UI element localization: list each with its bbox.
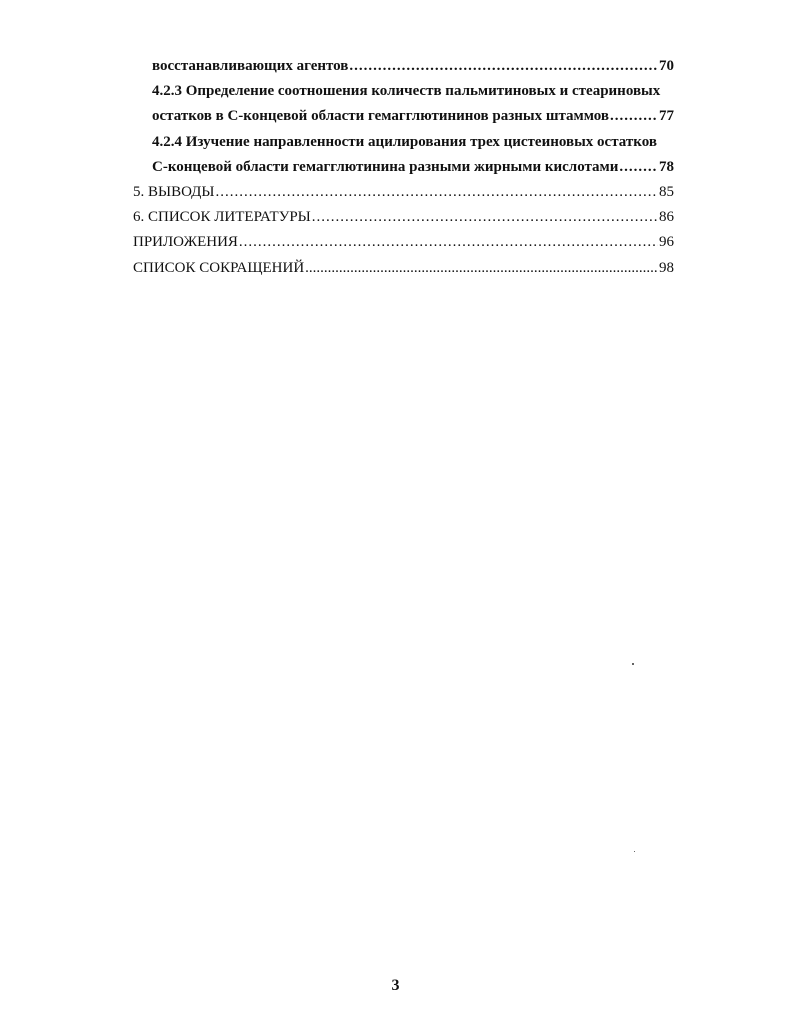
toc-leader-dots [305,259,658,277]
toc-leader-dots [349,57,658,75]
scan-speck [632,663,634,665]
toc-leader-dots [239,233,658,251]
toc-entry-reducing-agents [152,57,674,75]
toc-leader-dots [610,107,658,125]
toc-entry-text: 5. ВЫВОДЫ [133,184,215,200]
toc-entry-4-2-4-line2 [152,158,674,176]
toc-entry-abbreviations [133,259,674,277]
scan-speck [634,851,635,852]
toc-leader-dots [619,158,658,176]
toc-page-number: 98 [659,260,674,276]
toc-page-number: 70 [659,58,674,74]
toc-leader-dots [312,208,658,226]
toc-page-number: 85 [659,184,674,200]
toc-entry-text: ПРИЛОЖЕНИЯ [133,234,238,250]
page-number: 3 [391,977,400,994]
toc-page-number: 78 [659,159,674,175]
toc-entry-text: 6. СПИСОК ЛИТЕРАТУРЫ [133,209,311,225]
toc-entry-4-2-3-line2 [152,107,674,125]
toc-entry-text: СПИСОК СОКРАЩЕНИЙ [133,260,305,276]
toc-entry-text: С-концевой области гемагглютинина разными жирными кислотами [152,159,619,175]
toc-entry-text: остатков в С-концевой области гемагглютининов разных штаммов [152,108,610,124]
toc-entry-text: восстанавливающих агентов [152,58,349,74]
toc-page-number: 86 [659,209,674,225]
toc-leader-dots [216,183,659,201]
toc-entry-4-2-4-line1: 4.2.4 Изучение направленности ацилирования трех цистеиновых остатков [152,134,657,150]
toc-entry-4-2-3-line1: 4.2.3 Определение соотношения количеств пальмитиновых и стеариновых [152,83,661,99]
toc-entry-conclusions [133,183,674,201]
toc-page-number: 77 [659,108,674,124]
toc-entry-appendices [133,233,674,251]
toc-page-number: 96 [659,234,674,250]
toc-entry-references [133,208,674,226]
